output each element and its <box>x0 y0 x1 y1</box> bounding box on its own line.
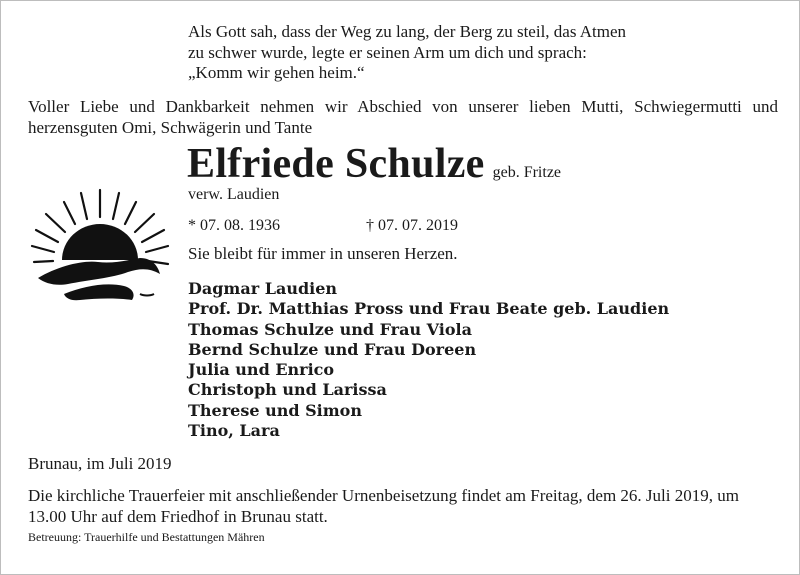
funeral-home-note: Betreuung: Trauerhilfe und Bestattungen Mähren <box>28 530 265 544</box>
sun-hands-icon <box>28 182 173 307</box>
birth-name: geb. Fritze <box>492 164 562 181</box>
deceased-name: Elfriede Schulze <box>187 141 485 187</box>
service-announcement: Die kirchliche Trauerfeier mit anschließender Urnenbeisetzung findet am Freitag, dem 26. Juli 2019, um 13.00 Uhr auf dem Friedhof in Brunau statt. <box>28 486 739 526</box>
mourner-entry: Therese und Simon <box>188 400 362 420</box>
mourner-entry: Bernd Schulze und Frau Doreen <box>188 339 477 359</box>
mourner-entry: Tino, Lara <box>188 421 280 441</box>
poem-line: Als Gott sah, dass der Weg zu lang, der Berg zu steil, das Atmen <box>188 22 627 41</box>
poem-line: zu schwer wurde, legte er seinen Arm um dich und sprach: <box>188 42 587 62</box>
mourner-entry: Julia und Enrico <box>188 360 335 380</box>
widowed-name: verw. Laudien <box>188 186 280 203</box>
deceased-name-row <box>187 140 561 188</box>
motto: Sie bleibt für immer in unseren Herzen. <box>188 244 458 263</box>
mourner-entry: Dagmar Laudien <box>188 279 338 298</box>
mourner-entry: Prof. Dr. Matthias Pross und Frau Beate geb. Laudien <box>188 299 670 319</box>
place-date: Brunau, im Juli 2019 <box>28 454 172 473</box>
death-date: † 07. 07. 2019 <box>366 217 458 234</box>
intro-text: Voller Liebe und Dankbarkeit nehmen wir Abschied von unserer lieben Mutti, Schwiegermutti und herzensguten Omi, Schwägerin und Tante <box>28 97 778 137</box>
birth-date: * 07. 08. 1936 <box>188 217 280 234</box>
poem <box>188 22 626 84</box>
life-dates <box>188 217 458 235</box>
mourner-entry: Thomas Schulze und Frau Viola <box>188 319 472 339</box>
mourners-list <box>188 279 669 441</box>
poem-line: „Komm wir gehen heim.“ <box>188 63 365 82</box>
mourner-entry: Christoph und Larissa <box>188 380 387 400</box>
